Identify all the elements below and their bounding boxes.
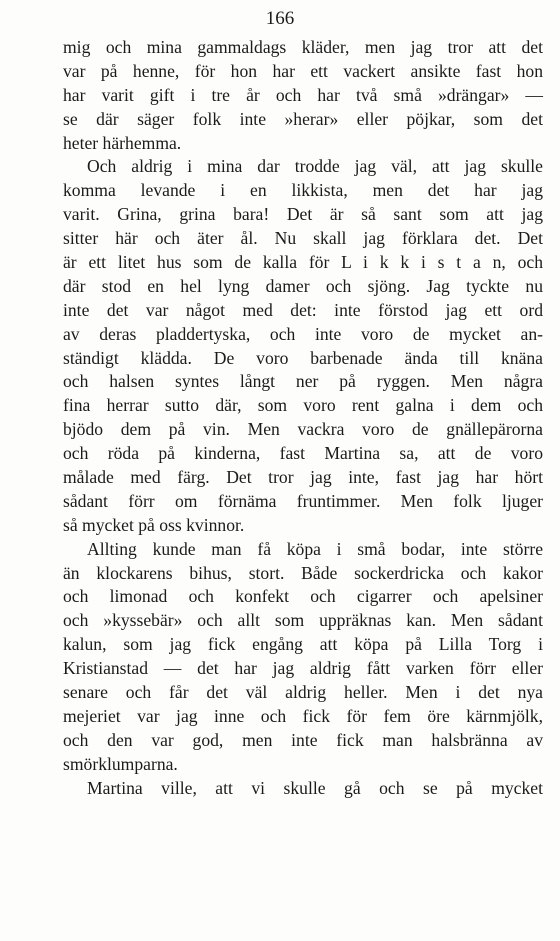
text-line: fina herrar sutto där, som voro rent galna i dem och <box>63 395 543 416</box>
text-line: och röda på kinderna, fast Martina sa, att de voro <box>63 443 543 464</box>
page-number: 166 <box>265 8 295 29</box>
text-line: målade med färg. Det tror jag inte, fast jag har hört <box>63 467 543 488</box>
text-line: Kristianstad — det har jag aldrig fått varken förr eller <box>63 658 543 679</box>
text-line: sådant förr om förnäma fruntimmer. Men folk ljuger <box>63 490 543 511</box>
text-line: än klockarens bihus, stort. Både sockerdricka och kakor <box>63 562 543 583</box>
text-line: heter härhemma. <box>63 132 182 153</box>
text-line: av deras pladdertyska, och inte voro de mycket an- <box>63 323 543 344</box>
text-line: och halsen syntes långt ner på ryggen. Men några <box>63 371 543 392</box>
text-line: mig och mina gammaldags kläder, men jag tror att det <box>63 37 543 57</box>
text-line: sitter här och äter ål. Nu skall jag förklara det. Det <box>63 228 543 249</box>
text-line: ständigt klädda. De voro barbenade ända till knäna <box>63 347 543 368</box>
text-line: och limonad och konfekt och cigarrer och apelsiner <box>63 586 543 607</box>
text-line: och den var god, men inte fick man halsbränna av <box>63 729 543 750</box>
text-line: bjödo dem på vin. Men vackra voro de gnällepärorna <box>63 419 543 440</box>
text-line: mejeriet var jag inne och fick för fem öre kärnmjölk, <box>63 705 543 726</box>
text-line: varit. Grina, grina bara! Det är så sant som att jag <box>63 204 543 225</box>
text-line: komma levande i en likkista, men det har jag <box>63 180 543 201</box>
text-line: senare och får det väl aldrig heller. Men i det nya <box>63 682 543 703</box>
body-text <box>63 36 543 801</box>
text-line: så mycket på oss kvinnor. <box>63 514 245 535</box>
text-line: kalun, som jag fick engång att köpa på Lilla Torg i <box>63 634 543 655</box>
text-line: är ett litet hus som de kalla för L i k k i s t a n, och <box>63 252 543 273</box>
text-line: smörklumparna. <box>63 753 178 774</box>
text-line: var på henne, för hon har ett vackert ansikte fast hon <box>63 60 543 81</box>
text-line: se där säger folk inte »herar» eller pöjkar, som det <box>63 108 543 129</box>
text-line: inte det var något med det: inte förstod jag ett ord <box>63 299 543 320</box>
text-line: Allting kunde man få köpa i små bodar, inte större <box>87 538 543 559</box>
text-line: där stod en hel lyng damer och sjöng. Jag tyckte nu <box>63 275 543 296</box>
text-line: Martina ville, att vi skulle gå och se på mycket <box>87 777 543 798</box>
text-line: Och aldrig i mina dar trodde jag väl, att jag skulle <box>87 156 543 177</box>
text-line: och »kyssebär» och allt som uppräknas kan. Men sådant <box>63 610 543 631</box>
text-line: har varit gift i tre år och har två små »drängar» — <box>63 84 543 105</box>
